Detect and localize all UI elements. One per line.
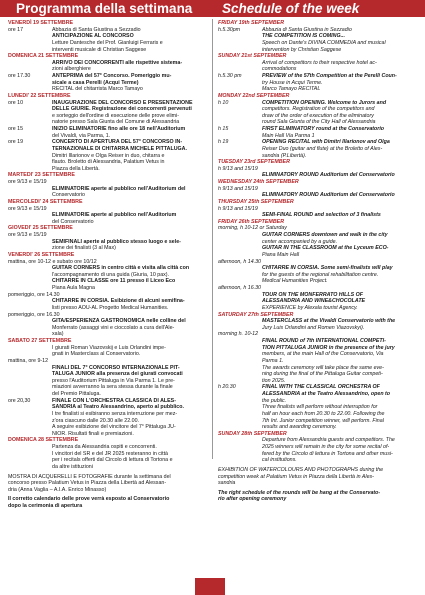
event-line: ELIMINATORY ROUND Auditorium del Conservatorio: [262, 192, 395, 199]
day-heading: SUNDAY 21st SEPTEMBER: [218, 53, 287, 60]
event-line: Jury Luis Orlandini and Romen Viazovskyi).: [262, 324, 365, 331]
event-description: [262, 100, 420, 127]
event-description: [52, 73, 208, 93]
event-description: [262, 292, 420, 312]
day-heading: MARTEDI' 23 SETTEMBRE: [8, 172, 75, 179]
event-description: [52, 126, 208, 139]
event-row: [218, 172, 420, 179]
event-row: [8, 358, 208, 365]
event-line: COMPETITION OPENING. Welcome to Jurors and: [262, 99, 387, 106]
event-row: [218, 126, 420, 139]
schedule-note: [8, 496, 208, 509]
event-line: ELIMINATORY ROUND Auditorium del Conservatorio: [262, 172, 395, 179]
event-time: [8, 298, 52, 311]
note-line: competition week at Palatium Vetus in Piazza della Libertà in Ales-: [218, 473, 374, 480]
event-line: Reiser Duo (guitar and flute) at the Broletto of Ales-: [262, 145, 383, 152]
event-line: Partenza da Alessandria ospiti e concorrenti.: [52, 444, 157, 450]
day-heading: SATURDAY 27th SEPTEMBER: [218, 311, 294, 318]
event-description: [52, 239, 208, 252]
event-row: [8, 298, 208, 311]
event-description: [262, 126, 420, 139]
event-time: ore 9/13 e 15/19: [8, 232, 47, 238]
event-line: Medical Humanities Project.: [262, 278, 328, 285]
event-line: sandria (P.Libertà).: [262, 152, 307, 159]
event-line: Abbazia di Santa Giustina in Sezzadio: [262, 26, 352, 33]
note-line: EXHIBITION OF WATERCOLOURS AND PHOTOGRAPHS during the: [218, 466, 384, 473]
event-row: [218, 265, 420, 285]
event-row: [8, 239, 208, 252]
event-line: ning during the final of the Pittaluga Guitar competi-: [262, 371, 383, 378]
event-line: OPENING RECITAL with Dimitri Illarionov and Olga: [262, 139, 390, 146]
event-line: competitors. Registration of the competitors and: [262, 106, 375, 113]
event-line: SEMIFINALI aperte al pubblico stesso luogo e sele-: [52, 238, 181, 245]
event-time: [8, 60, 52, 73]
event-row: [218, 331, 420, 338]
event-line: Dimitri Illarionov e Olga Reiser in duo, chitarra e: [52, 152, 165, 159]
event-line: per i recitals offerti dal Circolo di lettura di Tortona e: [52, 457, 173, 464]
event-description: [262, 192, 420, 199]
event-line: Monferrato (assaggi vini e cioccolato a cura dell'Ale-: [52, 324, 175, 331]
day-heading: LUNEDI' 22 SETTEMBRE: [8, 92, 71, 99]
event-line: Arrival of competitors to their respective hotel ac-: [262, 59, 377, 66]
note-line: MOSTRA DI ACQUERELLI E FOTOGRAFIE durante la settimana del: [8, 473, 171, 480]
event-line: FIRST ELIMINATORY round at the Conservatorio: [262, 126, 385, 132]
title-italian: Programma della settimana: [16, 1, 193, 16]
event-description: [52, 100, 208, 127]
note-line: The right schedule of the rounds will be hang at the Conservato-: [218, 489, 381, 496]
event-line: Departure from Alessandria guests and competitors. The: [262, 437, 395, 444]
event-line: GUITAR CORNERS in centro città e visita alla città con: [52, 265, 190, 272]
event-description: [52, 398, 208, 438]
event-time: h 10: [218, 99, 229, 106]
event-description: [262, 265, 420, 285]
event-line: FINAL WITH THE CLASSICAL ORCHESTRA OF: [262, 384, 380, 391]
event-description: [52, 345, 208, 358]
schedule-english: [218, 20, 420, 503]
day-heading: TUESDAY 23rd SEPTEMBER: [218, 159, 290, 166]
event-line: l'accompagnamento di una guida (Giuria, 10 pax).: [52, 271, 170, 278]
event-line: FINAL ROUND of 7th INTERNATIONAL COMPETI-: [262, 338, 386, 344]
event-time: [218, 192, 262, 199]
day-heading: DOMENICA 21 SETTEMBRE: [8, 53, 79, 60]
event-line: SEMI-FINAL ROUND and selection of 3 finalists: [262, 212, 381, 219]
event-time: [8, 239, 52, 252]
event-description: [262, 437, 420, 464]
page-tab: [195, 578, 225, 595]
event-row: [218, 212, 420, 219]
event-line: del Vivaldi, via Parma, 1.: [52, 132, 111, 139]
event-time: ore 10: [8, 99, 24, 106]
event-time: pomeriggio, ore 14.30: [8, 291, 60, 298]
event-line: Conservatorio: [52, 192, 85, 199]
event-time: pomeriggio, ore 16.30: [8, 311, 60, 318]
event-time: [218, 338, 262, 384]
event-row: [8, 139, 208, 172]
event-line: commodations: [262, 66, 297, 73]
event-line: Speech on Dante's DIVINA COMMEDIA and musical: [262, 39, 386, 46]
event-line: NIOR. Risultati finali e premiazioni.: [52, 430, 134, 437]
event-time: [8, 345, 52, 358]
event-line: TOUR ON THE MONFERRATO HILLS OF: [262, 291, 363, 298]
event-row: [218, 338, 420, 384]
event-description: [262, 60, 420, 73]
event-line: I tre finalisti si esibiranno senza interruzione per mez-: [52, 410, 178, 417]
event-time: ore 9/13 e 15/19: [8, 205, 47, 212]
event-line: presso l'Auditorium Pittaluga in Via Parma 1. Le pre-: [52, 377, 175, 384]
note-line: dopo la cerimonia di apertura: [8, 503, 83, 509]
event-time: [218, 318, 262, 331]
event-row: [218, 232, 420, 259]
event-line: CHITARRE IN CORSIA. Esibizione di alcuni semifina-: [52, 298, 185, 305]
event-line: Main Hall Via Parma 1: [262, 132, 315, 139]
event-line: PREVIEW of the 57th Competition at the Perelli Coun-: [262, 73, 397, 79]
event-row: [8, 126, 208, 139]
event-line: Piazza della Libertà.: [52, 165, 100, 172]
event-row: [218, 318, 420, 331]
event-line: da altre istituzioni: [52, 463, 93, 470]
note-line: Il corretto calendario delle prove verrà esposto al Conservatorio: [8, 496, 170, 503]
event-line: cal institutions.: [262, 457, 297, 464]
event-line: A seguire esibizione del vincitore del 7° Pittaluga JU-: [52, 424, 176, 431]
day-heading: VENERDI' 26 SETTEMBRE: [8, 251, 75, 258]
event-description: [52, 365, 208, 398]
event-line: sicale a casa Perelli (Acqui Terme): [52, 79, 139, 86]
event-row: [8, 345, 208, 358]
event-row: [218, 60, 420, 73]
event-time: afternoon, h 16.30: [218, 285, 261, 291]
event-row: [8, 212, 208, 225]
event-line: zione dei finalisti (3 al Max): [52, 245, 116, 252]
event-row: [218, 285, 420, 292]
event-line: interventi musicale di Christian Saggese: [52, 46, 147, 53]
event-line: 7th Int. Junior competition winner, will perform. Final: [262, 417, 384, 424]
event-line: members, at the main Hall of the Conservatorio, Via: [262, 351, 384, 358]
event-line: Abbazia di Santa Giustina a Sezzadio: [52, 26, 141, 33]
column-divider: [212, 19, 213, 459]
event-line: gnati in Masterclass al Conservatorio.: [52, 351, 141, 358]
event-row: [8, 444, 208, 471]
event-line: The awards ceremony will take place the same eve-: [262, 364, 384, 371]
event-time: [218, 292, 262, 312]
event-line: Marco Tamayo RECITAL: [262, 86, 321, 93]
day-heading: DOMENICA 28 SETTEMBRE: [8, 437, 79, 444]
event-row: [8, 318, 208, 338]
day-heading: FRIDAY 26th SEPTEMBER: [218, 218, 285, 225]
event-line: RECITAL del chitarrista Marco Tamayo: [52, 86, 143, 93]
event-time: [8, 265, 52, 292]
event-description: [262, 232, 420, 259]
event-description: [52, 444, 208, 471]
event-row: [218, 186, 420, 193]
event-row: [8, 312, 208, 319]
event-line: intervention by Christian Saggese: [262, 46, 342, 53]
event-description: [52, 139, 208, 172]
note-line: sandria: [218, 480, 236, 487]
day-heading: GIOVEDI' 25 SETTEMBRE: [8, 225, 73, 232]
event-line: CONCERTO DI APERTURA DEL 57° CONCORSO IN-: [52, 139, 183, 146]
event-line: I vincitori del SR e del JR 2025 resteranno in città: [52, 450, 169, 457]
day-heading: FRIDAY 19th SEPTEMBER: [218, 20, 285, 26]
event-row: [8, 398, 208, 438]
event-line: THE COMPETITION IS COMING...: [262, 33, 345, 40]
event-line: I giurati Roman Viazovskij e Luis Orlandini impe-: [52, 344, 166, 351]
event-line: round Sala Giunta of the City Hall of Alessandria: [262, 119, 376, 126]
event-time: ore 19: [8, 139, 24, 146]
event-time: afternoon, h 14.30: [218, 258, 261, 265]
event-line: half an hour each from 20.30 to 22.00. Following the: [262, 410, 385, 417]
event-line: ANTEPRIMA del 57° Concorso. Pomeriggio mu-: [52, 73, 172, 79]
event-line: ARRIVO DEI CONCORRENTI alle rispettive sistema-: [52, 59, 183, 66]
event-line: FINALE CON L'ORCHESTRA CLASSICA DI ALES-: [52, 397, 176, 404]
event-line: the public.: [262, 397, 287, 404]
event-line: z'ora ciascuno dalle 20.30 alle 22.00.: [52, 417, 139, 424]
event-description: [262, 318, 420, 331]
event-line: INAUGURAZIONE DEL CONCORSO E PRESENTAZIONE: [52, 99, 193, 106]
header-bar: [0, 0, 425, 17]
event-row: [218, 225, 420, 232]
event-line: flauto. Broletto di Alessandria, Palatium Vetus in: [52, 159, 165, 166]
event-row: [218, 206, 420, 213]
event-line: e sorteggio dell'ordine di esecuzione delle prove elimi-: [52, 112, 180, 119]
event-time: ore 17.30: [8, 73, 31, 79]
event-line: TION PITTALUGA JUNIOR in the presence of the jury: [262, 344, 395, 351]
event-description: [52, 212, 208, 225]
event-line: MASTERCLASS at the Vivaldi Conservatorio with the: [262, 318, 396, 325]
event-line: fered by the Circolo di lettura in Tortona and other musi-: [262, 450, 393, 457]
event-time: h.5.30 pm: [218, 73, 242, 79]
event-row: [8, 60, 208, 73]
event-time: morning, h 10-12 or Saturday: [218, 225, 287, 232]
day-heading: SUNDAY 28th SEPTEMBER: [218, 430, 287, 437]
event-line: try House in Acqui Terme.: [262, 79, 323, 86]
event-time: [218, 265, 262, 285]
event-time: mattina, ore 9-12: [8, 357, 49, 364]
event-line: SANDRIA al Teatro Alessandrino, aperto al pubblico.: [52, 404, 184, 411]
event-line: FINALI DEL 7° CONCORSO INTERNAZIONALE PIT-: [52, 364, 180, 371]
event-description: [52, 186, 208, 199]
event-row: [8, 232, 208, 239]
event-time: ore 17: [8, 26, 24, 33]
event-line: GUITAR IN THE CLASSROOM at the Lyceum ECO-: [262, 245, 389, 252]
event-description: [262, 27, 420, 54]
event-row: [218, 292, 420, 312]
note-line: concorso presso Palatium Vetus in Piazza della Libertà ad Alessan-: [8, 480, 167, 487]
event-line: Piana Main Hall: [262, 251, 300, 258]
event-time: h 9/13 and 15/19: [218, 165, 258, 172]
event-row: [8, 365, 208, 398]
event-time: [218, 212, 262, 219]
event-row: [218, 437, 420, 464]
event-time: h 9/13 and 15/19: [218, 185, 258, 192]
day-heading: VENERDÌ 19 SETTEMBRE: [8, 20, 74, 26]
note-line: dria (Anna Vaglia – A.I.A. Enrico Minasso): [8, 486, 107, 493]
event-line: zioni alberghiere: [52, 66, 91, 73]
event-time: [218, 172, 262, 179]
event-line: DELLE GIURIE. Registrazione dei concorrenti pervenuti: [52, 106, 192, 113]
event-row: [8, 186, 208, 199]
event-line: Parma 1.: [262, 357, 284, 364]
event-line: TALUGA JUNIOR alla presenza dei giurati convocati: [52, 371, 183, 378]
event-line: tion 2025.: [262, 377, 286, 384]
event-time: [8, 186, 52, 199]
event-time: mattina, ore 10-12 e subato ore 10/12: [8, 258, 97, 265]
event-line: center accompanied by a guide.: [262, 238, 338, 245]
event-description: [52, 60, 208, 73]
day-heading: MERCOLEDI' 24 SETTEMBRE: [8, 198, 83, 205]
event-line: miazioni avverranno la sera stessa durante la finale: [52, 384, 173, 391]
event-description: [52, 27, 208, 54]
event-row: [218, 100, 420, 127]
event-row: [218, 259, 420, 266]
event-row: [8, 27, 208, 54]
event-line: del Conservatorio: [52, 218, 94, 225]
event-time: [8, 365, 52, 398]
event-row: [8, 100, 208, 127]
event-row: [8, 259, 208, 266]
event-line: natorie presso Sala Giunta del Comune di Alessandria: [52, 119, 180, 126]
note-line: rio after opening ceremony: [218, 496, 287, 503]
event-line: xala): [52, 331, 64, 338]
event-row: [218, 166, 420, 173]
event-line: ALESSANDRIA AND WINE&CHOCOLATE: [262, 298, 366, 305]
exhibition-note: [218, 467, 420, 487]
event-line: ELIMINATORIE aperte al pubblico nell'Auditorium del: [52, 185, 186, 192]
event-line: GUITAR CORNERS downtown and walk in the city: [262, 232, 388, 238]
event-row: [218, 73, 420, 93]
event-row: [8, 73, 208, 93]
event-description: [52, 265, 208, 292]
event-row: [218, 192, 420, 199]
event-time: morning h. 10-12: [218, 331, 259, 338]
event-time: [218, 437, 262, 464]
event-time: [218, 60, 262, 73]
event-description: [262, 139, 420, 159]
day-heading: WEDNESDAY 24th SEPTEMBER: [218, 179, 299, 185]
event-row: [218, 384, 420, 430]
event-time: [218, 232, 262, 259]
event-line: Three finalists will perform without interruption for: [262, 404, 378, 411]
exhibition-note: [8, 474, 208, 494]
day-heading: SABATO 27 SETTEMBRE: [8, 338, 72, 344]
event-time: h 19: [218, 139, 229, 146]
event-line: listi presso AOU-AL Progetto Medical Humanities.: [52, 304, 169, 311]
event-row: [8, 265, 208, 292]
event-line: EXPERIENCE by Alexala tourist Agency.: [262, 304, 358, 311]
event-time: ore 9/13 e 15/19: [8, 179, 47, 185]
day-heading: THURSDAY 25th SEPTEMBER: [218, 198, 294, 205]
event-time: h 9/13 and 15/19: [218, 205, 258, 212]
event-line: draw of the order of execution of the eliminatory: [262, 112, 374, 119]
event-line: Letture Dantesche del Prof. Gianluigi Ferraris e: [52, 39, 163, 46]
event-line: ALESSANDRIA at the Teatro Alessandrino, open to: [262, 391, 391, 397]
event-time: ore 20,30: [8, 397, 31, 404]
event-row: [218, 27, 420, 54]
event-time: ore 15: [8, 126, 24, 132]
event-line: 2025 winners will remain in the city for some recital of-: [262, 444, 390, 450]
event-row: [8, 206, 208, 213]
event-line: del Premio Pittaluga.: [52, 391, 101, 397]
event-line: ANTICIPAZIONE AL CONCORSO: [52, 33, 134, 40]
schedule-italian: [8, 20, 208, 510]
day-heading: MONDAY 22nd SEPTEMBER: [218, 92, 290, 99]
event-time: [8, 444, 52, 471]
schedule-note: [218, 490, 420, 503]
event-time: h 15: [218, 126, 229, 132]
event-description: [52, 318, 208, 338]
event-description: [262, 212, 420, 219]
event-row: [8, 292, 208, 299]
event-description: [262, 172, 420, 179]
event-row: [218, 139, 420, 159]
event-line: for the guests of the regional rehabilitation centre.: [262, 271, 379, 278]
event-line: TERNAZIONALE DI CHITARRA MICHELE PITTALUGA.: [52, 145, 187, 152]
event-description: [262, 338, 420, 384]
event-description: [52, 298, 208, 311]
event-line: Piana Aula Magna: [52, 285, 95, 291]
event-description: [262, 73, 420, 93]
title-english: Schedule of the week: [222, 1, 360, 16]
event-row: [8, 179, 208, 186]
event-time: [8, 212, 52, 225]
event-line: results and awarding ceremony.: [262, 424, 337, 431]
event-time: h 20.30: [218, 384, 236, 391]
event-description: [262, 384, 420, 430]
event-line: INIZIO ELIMINATORIE fino alle ore 18 nell'Auditorium: [52, 126, 186, 132]
event-time: h.5.30pm: [218, 26, 241, 33]
event-time: [8, 318, 52, 338]
event-line: CHITARRE IN CLASSE ore 11 presso il Liceo Eco: [52, 278, 176, 285]
event-line: ELIMINATORIE aperte al pubblico nell'Auditorium: [52, 212, 177, 219]
event-line: GITA/ESPERIENZA GASTRONOMICA nelle colline del: [52, 318, 186, 325]
event-line: CHITARRE IN CORSIA. Some semi-finalists will play: [262, 265, 393, 272]
